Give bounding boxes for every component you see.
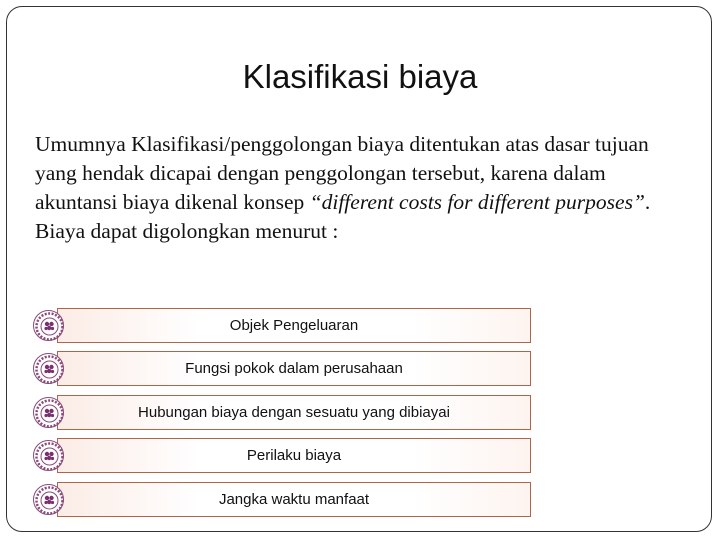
logo-seal-icon xyxy=(33,397,64,428)
intro-line: Biaya dapat digolongkan menurut : xyxy=(35,219,339,243)
paragraph-main: Umumnya Klasifikasi/penggolongan biaya ditentukan atas dasar tujuan yang hendak dicapai dengan penggolongan tersebut, karena dalam akuntansi biaya dikenal konsep xyxy=(35,132,649,214)
list-box: Jangka waktu manfaat xyxy=(57,482,531,517)
paragraph-emphasis: “different costs for different purposes” xyxy=(309,190,645,214)
list-box: Objek Pengeluaran xyxy=(57,308,531,343)
list-item-jangka-waktu xyxy=(33,482,503,517)
logo-seal-icon xyxy=(33,440,64,471)
list-box: Fungsi pokok dalam perusahaan xyxy=(57,351,531,386)
list-item-fungsi-pokok xyxy=(33,351,503,386)
list-item-hubungan-biaya xyxy=(33,395,503,430)
list-box: Perilaku biaya xyxy=(57,438,531,473)
logo-seal-icon xyxy=(33,353,64,384)
list-box: Hubungan biaya dengan sesuatu yang dibiayai xyxy=(57,395,531,430)
body-paragraph xyxy=(35,130,685,217)
logo-seal-icon xyxy=(33,310,64,341)
list-item-objek-pengeluaran xyxy=(33,308,503,343)
paragraph-end: . xyxy=(644,190,651,214)
slide-body xyxy=(35,130,685,246)
list-item-perilaku-biaya xyxy=(33,438,503,473)
logo-seal-icon xyxy=(33,484,64,515)
classification-list xyxy=(33,308,503,525)
slide-title: Klasifikasi biaya xyxy=(242,58,478,95)
